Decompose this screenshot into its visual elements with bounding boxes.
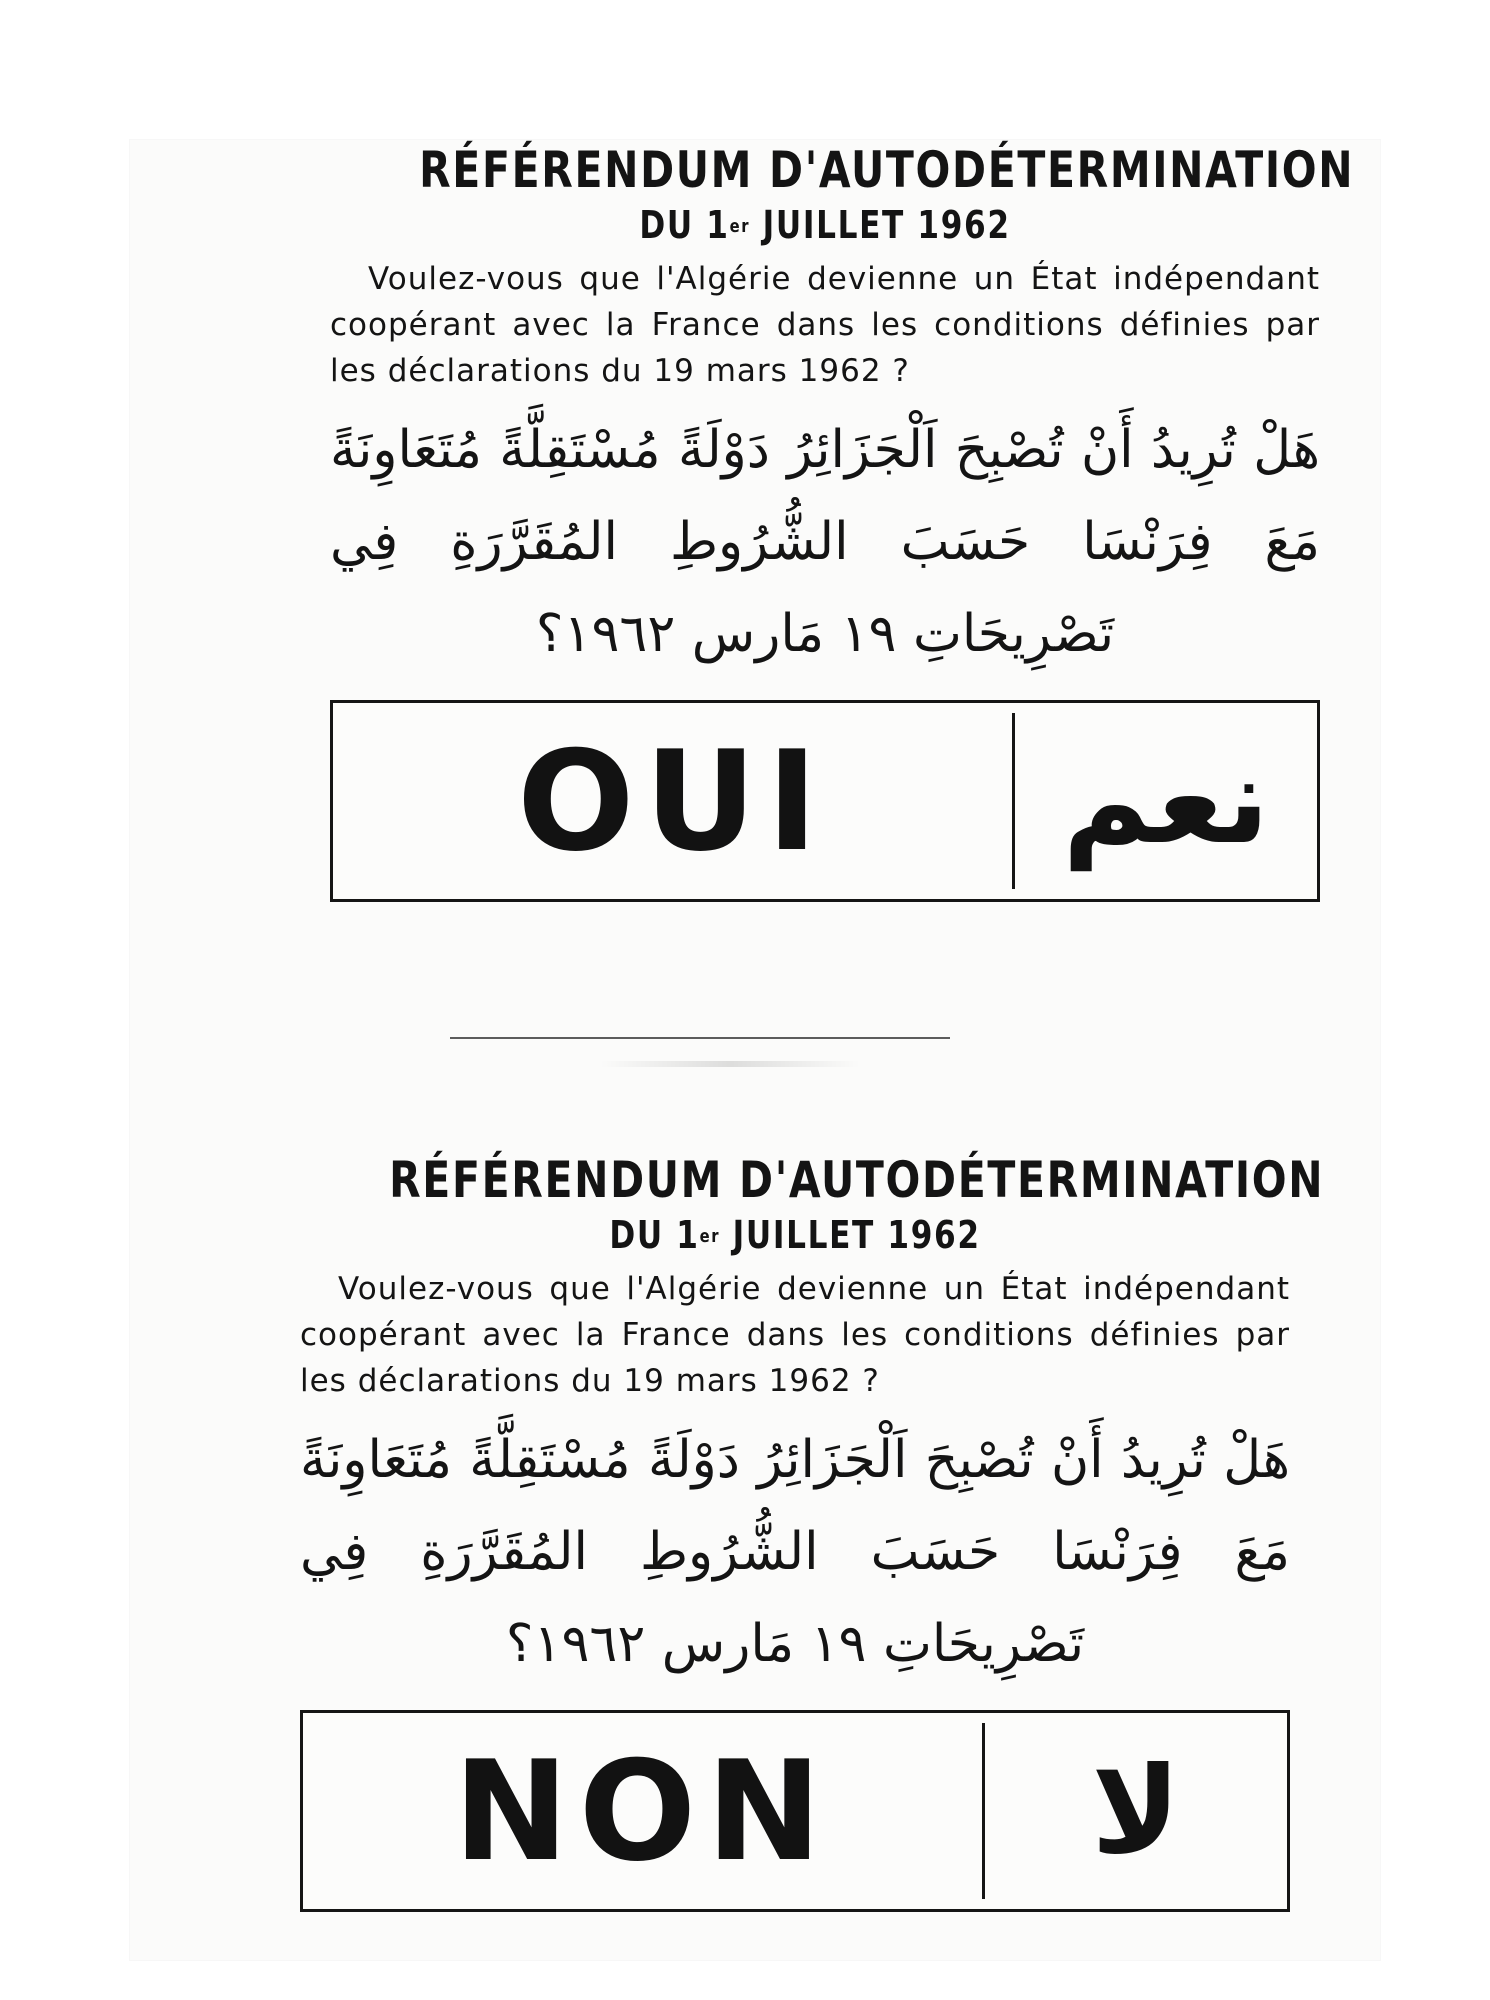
cut-line-shadow (600, 1061, 860, 1067)
question-french (330, 256, 1320, 394)
question-french-text: Voulez-vous que l'Algérie devienne un État indépendant coopérant avec la France dans les conditions définies par les déclarations du 19 mars 1962 ? (330, 261, 1320, 389)
vote-label-french: NON (453, 1730, 832, 1892)
date-suffix: JUILLET 1962 (762, 203, 1011, 247)
vote-label-arabic: لا (1091, 1741, 1181, 1881)
date-superscript: er (699, 1226, 721, 1247)
question-french-text: Voulez-vous que l'Algérie devienne un État indépendant coopérant avec la France dans les conditions définies par les déclarations du 19 mars 1962 ? (300, 1271, 1290, 1399)
date-superscript: er (729, 216, 751, 237)
ballot-title: RÉFÉRENDUM D'AUTODÉTERMINATION (419, 141, 1355, 199)
date-suffix: JUILLET 1962 (732, 1213, 981, 1257)
question-french (300, 1266, 1290, 1404)
ballot-title: RÉFÉRENDUM D'AUTODÉTERMINATION (389, 1151, 1325, 1209)
date-prefix: DU 1 (609, 1213, 700, 1257)
cut-line (450, 1037, 950, 1039)
vote-box-oui (330, 700, 1320, 902)
vote-box-non (300, 1710, 1290, 1912)
date-prefix: DU 1 (639, 203, 730, 247)
question-arabic: هَلْ تُرِيدُ أَنْ تُصْبِحَ اَلْجَزَائِرُ دَوْلَةً مُسْتَقِلَّةً مُتَعَاوِنَةً مَعَ فِرَنْسَا حَسَبَ الشُّرُوطِ المُقَرَّرَةِ فِي تَصْرِيحَاتِ ١٩ مَارس ١٩٦٢؟ (330, 420, 1320, 664)
question-arabic: هَلْ تُرِيدُ أَنْ تُصْبِحَ اَلْجَزَائِرُ دَوْلَةً مُسْتَقِلَّةً مُتَعَاوِنَةً مَعَ فِرَنْسَا حَسَبَ الشُّرُوطِ المُقَرَّرَةِ فِي تَصْرِيحَاتِ ١٩ مَارس ١٩٦٢؟ (300, 1430, 1290, 1674)
ballot-date (389, 1210, 1201, 1260)
vote-label-french: OUI (517, 720, 828, 882)
ballot-oui (330, 140, 1355, 902)
ballot-non (300, 1150, 1325, 1912)
ballot-date (419, 200, 1231, 250)
vote-label-arabic: نعم (1062, 731, 1270, 871)
